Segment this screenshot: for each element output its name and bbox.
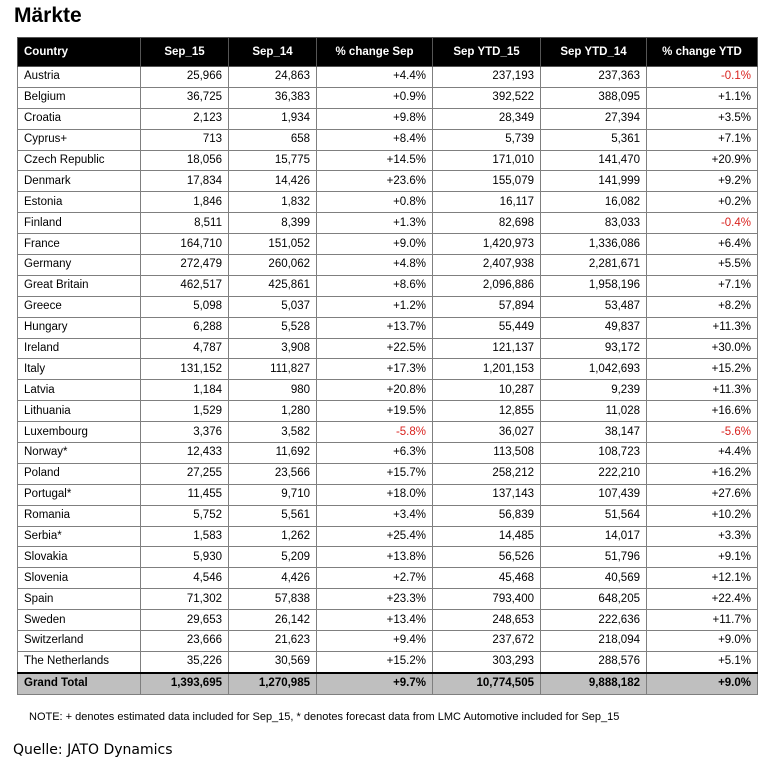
value-cell: 171,010 xyxy=(433,150,541,171)
value-cell: 36,725 xyxy=(141,87,229,108)
country-cell: The Netherlands xyxy=(18,651,141,672)
country-cell: Germany xyxy=(18,255,141,276)
value-cell: 141,470 xyxy=(541,150,647,171)
value-cell: 53,487 xyxy=(541,296,647,317)
page-title: Märkte xyxy=(14,4,82,27)
value-cell: 6,288 xyxy=(141,317,229,338)
value-cell: 1,201,153 xyxy=(433,359,541,380)
value-cell: +2.7% xyxy=(317,568,433,589)
value-cell: +11.7% xyxy=(647,610,758,631)
value-cell: +9.1% xyxy=(647,547,758,568)
value-cell: +6.3% xyxy=(317,443,433,464)
value-cell: 14,426 xyxy=(229,171,317,192)
value-cell: 1,529 xyxy=(141,401,229,422)
value-cell: 1,832 xyxy=(229,192,317,213)
value-cell: 3,376 xyxy=(141,422,229,443)
value-cell: 8,399 xyxy=(229,213,317,234)
value-cell: 5,561 xyxy=(229,505,317,526)
value-cell: +3.5% xyxy=(647,108,758,129)
value-cell: +8.4% xyxy=(317,129,433,150)
country-cell: Finland xyxy=(18,213,141,234)
value-cell: 12,855 xyxy=(433,401,541,422)
country-cell: Belgium xyxy=(18,87,141,108)
value-cell: 303,293 xyxy=(433,651,541,672)
value-cell: 2,281,671 xyxy=(541,255,647,276)
value-cell: -5.6% xyxy=(647,422,758,443)
table-row xyxy=(18,87,758,108)
value-cell: 55,449 xyxy=(433,317,541,338)
country-cell: Cyprus+ xyxy=(18,129,141,150)
value-cell: -5.8% xyxy=(317,422,433,443)
country-cell: Slovenia xyxy=(18,568,141,589)
country-cell: Great Britain xyxy=(18,275,141,296)
value-cell: 5,209 xyxy=(229,547,317,568)
value-cell: +14.5% xyxy=(317,150,433,171)
value-cell: 388,095 xyxy=(541,87,647,108)
value-cell: 108,723 xyxy=(541,443,647,464)
value-cell: +0.9% xyxy=(317,87,433,108)
value-cell: 2,096,886 xyxy=(433,275,541,296)
markets-table xyxy=(17,37,758,695)
value-cell: +23.3% xyxy=(317,589,433,610)
total-value-cell: 1,270,985 xyxy=(229,673,317,695)
value-cell: 30,569 xyxy=(229,651,317,672)
value-cell: 17,834 xyxy=(141,171,229,192)
value-cell: +9.8% xyxy=(317,108,433,129)
value-cell: 21,623 xyxy=(229,631,317,652)
value-cell: 4,546 xyxy=(141,568,229,589)
value-cell: 5,739 xyxy=(433,129,541,150)
value-cell: 5,930 xyxy=(141,547,229,568)
country-cell: Spain xyxy=(18,589,141,610)
value-cell: +3.3% xyxy=(647,526,758,547)
value-cell: +18.0% xyxy=(317,484,433,505)
value-cell: +25.4% xyxy=(317,526,433,547)
country-cell: Portugal* xyxy=(18,484,141,505)
value-cell: 38,147 xyxy=(541,422,647,443)
value-cell: +30.0% xyxy=(647,338,758,359)
value-cell: +27.6% xyxy=(647,484,758,505)
value-cell: 14,485 xyxy=(433,526,541,547)
footnote: NOTE: + denotes estimated data included for Sep_15, * denotes forecast data from LMC Automotive included for Sep_15 xyxy=(29,711,620,723)
value-cell: 260,062 xyxy=(229,255,317,276)
value-cell: 56,839 xyxy=(433,505,541,526)
total-value-cell: 1,393,695 xyxy=(141,673,229,695)
column-header: Country xyxy=(18,38,141,67)
value-cell: 164,710 xyxy=(141,234,229,255)
value-cell: 1,184 xyxy=(141,380,229,401)
value-cell: 11,455 xyxy=(141,484,229,505)
value-cell: 35,226 xyxy=(141,651,229,672)
value-cell: 93,172 xyxy=(541,338,647,359)
value-cell: 36,383 xyxy=(229,87,317,108)
table-body xyxy=(18,67,758,673)
column-header: % change Sep xyxy=(317,38,433,67)
country-cell: Austria xyxy=(18,67,141,88)
value-cell: 980 xyxy=(229,380,317,401)
country-cell: Norway* xyxy=(18,443,141,464)
value-cell: 45,468 xyxy=(433,568,541,589)
table-row xyxy=(18,275,758,296)
total-label-cell: Grand Total xyxy=(18,673,141,695)
value-cell: +13.7% xyxy=(317,317,433,338)
value-cell: 1,420,973 xyxy=(433,234,541,255)
value-cell: 131,152 xyxy=(141,359,229,380)
value-cell: 10,287 xyxy=(433,380,541,401)
column-header: % change YTD xyxy=(647,38,758,67)
value-cell: 23,566 xyxy=(229,463,317,484)
value-cell: 57,838 xyxy=(229,589,317,610)
table-row xyxy=(18,380,758,401)
table-header xyxy=(18,38,758,67)
value-cell: 24,863 xyxy=(229,67,317,88)
value-cell: 5,528 xyxy=(229,317,317,338)
value-cell: +22.5% xyxy=(317,338,433,359)
country-cell: Czech Republic xyxy=(18,150,141,171)
value-cell: 1,336,086 xyxy=(541,234,647,255)
table-row xyxy=(18,67,758,88)
country-cell: Slovakia xyxy=(18,547,141,568)
value-cell: 57,894 xyxy=(433,296,541,317)
column-header: Sep_15 xyxy=(141,38,229,67)
value-cell: +0.2% xyxy=(647,192,758,213)
country-cell: Estonia xyxy=(18,192,141,213)
value-cell: 14,017 xyxy=(541,526,647,547)
value-cell: 222,210 xyxy=(541,463,647,484)
table-row xyxy=(18,108,758,129)
value-cell: +15.2% xyxy=(317,651,433,672)
value-cell: 3,908 xyxy=(229,338,317,359)
value-cell: +8.6% xyxy=(317,275,433,296)
value-cell: 1,262 xyxy=(229,526,317,547)
value-cell: 1,958,196 xyxy=(541,275,647,296)
value-cell: +10.2% xyxy=(647,505,758,526)
value-cell: 713 xyxy=(141,129,229,150)
value-cell: -0.1% xyxy=(647,67,758,88)
value-cell: 83,033 xyxy=(541,213,647,234)
value-cell: 658 xyxy=(229,129,317,150)
value-cell: +9.4% xyxy=(317,631,433,652)
value-cell: 425,861 xyxy=(229,275,317,296)
value-cell: +20.9% xyxy=(647,150,758,171)
country-cell: Sweden xyxy=(18,610,141,631)
value-cell: +1.3% xyxy=(317,213,433,234)
column-header: Sep YTD_15 xyxy=(433,38,541,67)
table-row xyxy=(18,317,758,338)
value-cell: 51,564 xyxy=(541,505,647,526)
table-row xyxy=(18,296,758,317)
table-row xyxy=(18,338,758,359)
table-row xyxy=(18,443,758,464)
value-cell: 1,280 xyxy=(229,401,317,422)
country-cell: France xyxy=(18,234,141,255)
value-cell: 18,056 xyxy=(141,150,229,171)
table-row xyxy=(18,171,758,192)
source-credit: Quelle: JATO Dynamics xyxy=(13,742,173,758)
value-cell: +7.1% xyxy=(647,129,758,150)
value-cell: +22.4% xyxy=(647,589,758,610)
value-cell: +5.1% xyxy=(647,651,758,672)
value-cell: 5,037 xyxy=(229,296,317,317)
country-cell: Italy xyxy=(18,359,141,380)
value-cell: 8,511 xyxy=(141,213,229,234)
value-cell: 25,966 xyxy=(141,67,229,88)
table-row xyxy=(18,568,758,589)
country-cell: Hungary xyxy=(18,317,141,338)
value-cell: 15,775 xyxy=(229,150,317,171)
value-cell: +5.5% xyxy=(647,255,758,276)
table-row xyxy=(18,255,758,276)
value-cell: 793,400 xyxy=(433,589,541,610)
value-cell: 141,999 xyxy=(541,171,647,192)
country-cell: Switzerland xyxy=(18,631,141,652)
country-cell: Lithuania xyxy=(18,401,141,422)
value-cell: 237,363 xyxy=(541,67,647,88)
value-cell: 648,205 xyxy=(541,589,647,610)
column-header: Sep_14 xyxy=(229,38,317,67)
value-cell: +11.3% xyxy=(647,317,758,338)
value-cell: 1,846 xyxy=(141,192,229,213)
value-cell: +17.3% xyxy=(317,359,433,380)
value-cell: 121,137 xyxy=(433,338,541,359)
value-cell: +11.3% xyxy=(647,380,758,401)
value-cell: +12.1% xyxy=(647,568,758,589)
table-footer xyxy=(18,673,758,695)
value-cell: 272,479 xyxy=(141,255,229,276)
value-cell: 40,569 xyxy=(541,568,647,589)
value-cell: +1.1% xyxy=(647,87,758,108)
country-cell: Poland xyxy=(18,463,141,484)
value-cell: 12,433 xyxy=(141,443,229,464)
value-cell: 2,123 xyxy=(141,108,229,129)
table-row xyxy=(18,484,758,505)
table-row xyxy=(18,463,758,484)
value-cell: 113,508 xyxy=(433,443,541,464)
value-cell: 218,094 xyxy=(541,631,647,652)
value-cell: 11,028 xyxy=(541,401,647,422)
value-cell: 5,098 xyxy=(141,296,229,317)
country-cell: Ireland xyxy=(18,338,141,359)
value-cell: 1,583 xyxy=(141,526,229,547)
value-cell: 28,349 xyxy=(433,108,541,129)
table-row xyxy=(18,129,758,150)
value-cell: 16,082 xyxy=(541,192,647,213)
value-cell: 1,934 xyxy=(229,108,317,129)
value-cell: 237,672 xyxy=(433,631,541,652)
value-cell: +16.6% xyxy=(647,401,758,422)
value-cell: 27,255 xyxy=(141,463,229,484)
value-cell: 155,079 xyxy=(433,171,541,192)
value-cell: +3.4% xyxy=(317,505,433,526)
country-cell: Luxembourg xyxy=(18,422,141,443)
header-row xyxy=(18,38,758,67)
table-row xyxy=(18,610,758,631)
total-value-cell: +9.7% xyxy=(317,673,433,695)
country-cell: Denmark xyxy=(18,171,141,192)
value-cell: 27,394 xyxy=(541,108,647,129)
value-cell: 16,117 xyxy=(433,192,541,213)
table-row xyxy=(18,651,758,672)
value-cell: +7.1% xyxy=(647,275,758,296)
value-cell: 9,239 xyxy=(541,380,647,401)
value-cell: 9,710 xyxy=(229,484,317,505)
value-cell: 4,426 xyxy=(229,568,317,589)
value-cell: +19.5% xyxy=(317,401,433,422)
value-cell: 151,052 xyxy=(229,234,317,255)
country-cell: Romania xyxy=(18,505,141,526)
value-cell: 2,407,938 xyxy=(433,255,541,276)
value-cell: 51,796 xyxy=(541,547,647,568)
value-cell: +13.4% xyxy=(317,610,433,631)
value-cell: 23,666 xyxy=(141,631,229,652)
value-cell: 1,042,693 xyxy=(541,359,647,380)
value-cell: +0.8% xyxy=(317,192,433,213)
table-row xyxy=(18,359,758,380)
value-cell: +23.6% xyxy=(317,171,433,192)
value-cell: 26,142 xyxy=(229,610,317,631)
value-cell: 258,212 xyxy=(433,463,541,484)
value-cell: 5,752 xyxy=(141,505,229,526)
value-cell: -0.4% xyxy=(647,213,758,234)
value-cell: +1.2% xyxy=(317,296,433,317)
value-cell: 36,027 xyxy=(433,422,541,443)
table-row xyxy=(18,505,758,526)
value-cell: 237,193 xyxy=(433,67,541,88)
value-cell: +20.8% xyxy=(317,380,433,401)
value-cell: +8.2% xyxy=(647,296,758,317)
table-row xyxy=(18,547,758,568)
value-cell: +4.8% xyxy=(317,255,433,276)
table-row xyxy=(18,589,758,610)
total-value-cell: +9.0% xyxy=(647,673,758,695)
country-cell: Latvia xyxy=(18,380,141,401)
value-cell: +9.0% xyxy=(647,631,758,652)
total-value-cell: 10,774,505 xyxy=(433,673,541,695)
value-cell: 107,439 xyxy=(541,484,647,505)
value-cell: +9.2% xyxy=(647,171,758,192)
total-value-cell: 9,888,182 xyxy=(541,673,647,695)
value-cell: +4.4% xyxy=(647,443,758,464)
value-cell: 111,827 xyxy=(229,359,317,380)
value-cell: 29,653 xyxy=(141,610,229,631)
grand-total-row xyxy=(18,673,758,695)
value-cell: +13.8% xyxy=(317,547,433,568)
value-cell: 56,526 xyxy=(433,547,541,568)
value-cell: 248,653 xyxy=(433,610,541,631)
value-cell: +4.4% xyxy=(317,67,433,88)
value-cell: 71,302 xyxy=(141,589,229,610)
country-cell: Greece xyxy=(18,296,141,317)
value-cell: 4,787 xyxy=(141,338,229,359)
table-row xyxy=(18,234,758,255)
value-cell: +9.0% xyxy=(317,234,433,255)
value-cell: +6.4% xyxy=(647,234,758,255)
value-cell: 11,692 xyxy=(229,443,317,464)
value-cell: 5,361 xyxy=(541,129,647,150)
value-cell: 288,576 xyxy=(541,651,647,672)
table-row xyxy=(18,150,758,171)
value-cell: 3,582 xyxy=(229,422,317,443)
table-row xyxy=(18,213,758,234)
value-cell: 222,636 xyxy=(541,610,647,631)
value-cell: +15.7% xyxy=(317,463,433,484)
value-cell: 49,837 xyxy=(541,317,647,338)
value-cell: 82,698 xyxy=(433,213,541,234)
table-row xyxy=(18,192,758,213)
value-cell: +15.2% xyxy=(647,359,758,380)
column-header: Sep YTD_14 xyxy=(541,38,647,67)
country-cell: Croatia xyxy=(18,108,141,129)
country-cell: Serbia* xyxy=(18,526,141,547)
table-row xyxy=(18,526,758,547)
value-cell: 462,517 xyxy=(141,275,229,296)
table-row xyxy=(18,422,758,443)
table-row xyxy=(18,631,758,652)
table-row xyxy=(18,401,758,422)
value-cell: 137,143 xyxy=(433,484,541,505)
value-cell: +16.2% xyxy=(647,463,758,484)
value-cell: 392,522 xyxy=(433,87,541,108)
